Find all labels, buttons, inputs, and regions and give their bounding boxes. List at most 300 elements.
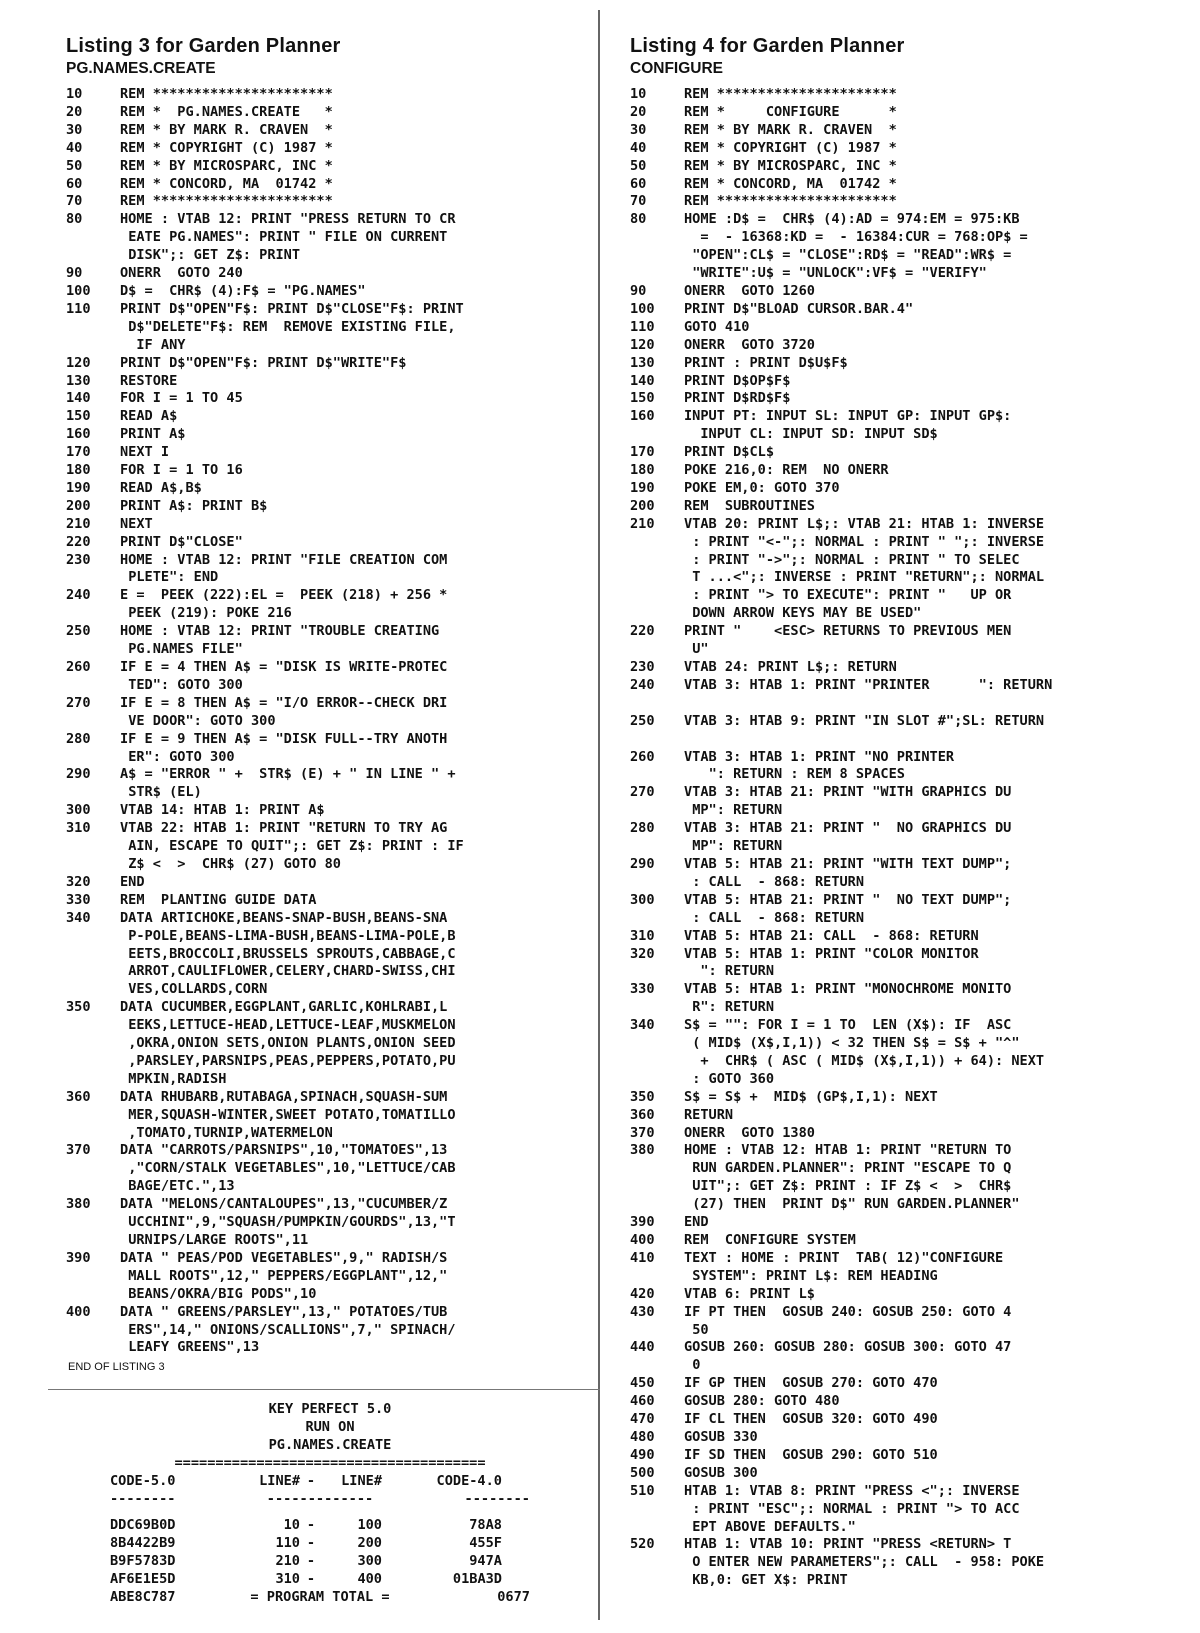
line-number: 250 xyxy=(630,712,655,729)
code-line xyxy=(630,713,1150,749)
code-line xyxy=(630,158,1150,176)
row-dash: - xyxy=(306,1571,316,1587)
code-line xyxy=(66,444,561,462)
line-code: VTAB 5: HTAB 21: PRINT " NO TEXT DUMP"; : CALL - 868: RETURN xyxy=(684,891,1012,926)
line-code: REM * BY MARK R. CRAVEN * xyxy=(120,121,333,138)
row-line-to: 300 xyxy=(357,1553,382,1569)
header-code5: CODE-5.0 xyxy=(110,1473,176,1489)
line-code: REM * CONCORD, MA 01742 * xyxy=(684,175,897,192)
line-code: PRINT " <ESC> RETURNS TO PREVIOUS MEN U" xyxy=(684,623,1012,658)
line-number: 30 xyxy=(66,121,83,138)
line-code: DATA RHUBARB,RUTABAGA,SPINACH,SQUASH-SUM MER,SQUASH-WINTER,SWEET POTATO,TOMATILLO ,TOMATO,TURNIP,WATERMELON xyxy=(120,1088,456,1141)
code-line xyxy=(630,784,1150,820)
line-code: REM SUBROUTINES xyxy=(684,497,815,514)
listing-3-title: Listing 3 for Garden Planner xyxy=(66,35,341,57)
line-code: DATA "MELONS/CANTALOUPES",13,"CUCUMBER/Z UCCHINI",9,"SQUASH/PUMPKIN/GOURDS",13,"T URNIPS/LARGE ROOTS",11 xyxy=(120,1196,456,1248)
row-code4: 947A xyxy=(469,1553,502,1569)
line-number: 320 xyxy=(630,945,655,962)
line-code: IF E = 8 THEN A$ = "I/O ERROR--CHECK DRI VE DOOR": GOTO 300 xyxy=(120,694,448,729)
key-perfect-row xyxy=(110,1570,550,1588)
line-number: 500 xyxy=(630,1464,655,1481)
code-line xyxy=(66,373,561,391)
line-number: 20 xyxy=(630,103,647,120)
line-code: VTAB 3: HTAB 1: PRINT "PRINTER ": RETURN xyxy=(684,676,1053,693)
header-dash: - xyxy=(306,1473,316,1489)
line-number: 290 xyxy=(630,855,655,872)
line-number: 210 xyxy=(630,515,655,532)
row-code5: AF6E1E5D xyxy=(110,1571,176,1587)
line-code: IF E = 9 THEN A$ = "DISK FULL--TRY ANOTH ER": GOTO 300 xyxy=(120,730,448,765)
code-line xyxy=(66,552,561,588)
code-line xyxy=(630,928,1150,946)
line-code: VTAB 24: PRINT L$;: RETURN xyxy=(684,659,897,675)
code-line xyxy=(66,122,561,140)
line-number: 110 xyxy=(630,318,655,335)
line-number: 510 xyxy=(630,1482,655,1499)
line-number: 330 xyxy=(630,981,655,998)
line-number: 360 xyxy=(66,1088,91,1105)
line-number: 380 xyxy=(630,1142,655,1159)
code-line xyxy=(630,516,1150,623)
line-number: 230 xyxy=(630,659,655,675)
line-code: END xyxy=(120,873,145,890)
line-code: REM ********************** xyxy=(120,193,333,210)
line-code: GOSUB 300 xyxy=(684,1464,758,1481)
line-number: 420 xyxy=(630,1285,655,1302)
code-line xyxy=(630,104,1150,122)
line-number: 10 xyxy=(66,86,83,102)
line-code: IF GP THEN GOSUB 270: GOTO 470 xyxy=(684,1375,938,1392)
line-number: 180 xyxy=(66,462,91,479)
code-line xyxy=(630,373,1150,391)
line-code: REM PLANTING GUIDE DATA xyxy=(120,891,317,908)
line-number: 300 xyxy=(630,891,655,908)
line-number: 370 xyxy=(66,1142,91,1159)
line-number: 390 xyxy=(66,1249,91,1266)
line-code: DATA " GREENS/PARSLEY",13," POTATOES/TUB ERS",14," ONIONS/SCALLIONS",7," SPINACH/ LEAFY GREENS",13 xyxy=(120,1303,456,1356)
line-number: 370 xyxy=(630,1124,655,1141)
line-number: 260 xyxy=(66,659,91,675)
line-number: 160 xyxy=(630,408,655,425)
line-code: PRINT A$: PRINT B$ xyxy=(120,497,268,514)
line-code: VTAB 5: HTAB 1: PRINT "COLOR MONITOR ": RETURN xyxy=(684,945,979,980)
line-code: RESTORE xyxy=(120,372,178,389)
line-code: GOSUB 280: GOTO 480 xyxy=(684,1393,840,1410)
code-line xyxy=(630,1142,1150,1214)
code-line xyxy=(630,480,1150,498)
line-code: E = PEEK (222):EL = PEEK (218) + 256 * PEEK (219): POKE 216 xyxy=(120,587,448,622)
header-code4: CODE-4.0 xyxy=(436,1473,502,1489)
line-number: 80 xyxy=(630,211,647,228)
code-line xyxy=(66,1089,561,1143)
line-number: 40 xyxy=(66,139,83,156)
line-number: 340 xyxy=(66,909,91,926)
code-line xyxy=(66,408,561,426)
line-code: GOSUB 330 xyxy=(684,1428,758,1445)
line-code: HTAB 1: VTAB 10: PRINT "PRESS <RETURN> T O ENTER NEW PARAMETERS";: CALL - 958: POKE KB,0: GET X$: PRINT xyxy=(684,1536,1045,1589)
dash-code4: -------- xyxy=(464,1491,530,1507)
code-line xyxy=(630,1375,1150,1393)
key-perfect-title: KEY PERFECT 5.0 xyxy=(268,1401,392,1417)
line-code: POKE EM,0: GOTO 370 xyxy=(684,479,840,496)
line-number: 390 xyxy=(630,1214,655,1231)
line-number: 10 xyxy=(630,86,647,102)
line-number: 330 xyxy=(66,891,91,908)
line-code: PRINT D$OP$F$ xyxy=(684,372,791,389)
code-line xyxy=(630,283,1150,301)
row-code4: 78A8 xyxy=(469,1517,502,1533)
end-of-listing-note: END OF LISTING 3 xyxy=(68,1361,165,1374)
code-line xyxy=(66,301,561,355)
line-number: 310 xyxy=(630,927,655,944)
row-line-from: 210 xyxy=(275,1553,300,1569)
code-line xyxy=(66,516,561,534)
line-number: 20 xyxy=(66,103,83,120)
key-perfect-row xyxy=(110,1552,550,1570)
code-line xyxy=(630,1483,1150,1537)
line-code: DATA ARTICHOKE,BEANS-SNAP-BUSH,BEANS-SNA P-POLE,BEANS-LIMA-BUSH,BEANS-LIMA-POLE,B EETS,BROCCOLI,BRUSSELS SPROUTS,CABBAGE,C ARROT,CAULIFLOWER,CELERY,CHARD-SWISS,CHI VES,COLLARDS,CORN xyxy=(120,909,456,998)
key-perfect-run-on: RUN ON xyxy=(305,1419,355,1435)
row-dash: - xyxy=(306,1517,316,1533)
code-line xyxy=(66,695,561,731)
line-code: REM ********************** xyxy=(120,86,333,102)
code-line xyxy=(66,140,561,158)
code-line xyxy=(66,766,561,802)
key-perfect-separator: ====================================== xyxy=(174,1455,486,1471)
line-code: GOTO 410 xyxy=(684,318,750,335)
row-line-from: 10 xyxy=(283,1517,300,1533)
line-number: 430 xyxy=(630,1303,655,1320)
code-line xyxy=(630,211,1150,283)
code-line xyxy=(630,677,1150,713)
code-line xyxy=(66,390,561,408)
code-line xyxy=(630,319,1150,337)
code-line xyxy=(66,534,561,552)
code-line xyxy=(630,659,1150,677)
line-number: 240 xyxy=(66,587,91,604)
total-code4: 0677 xyxy=(497,1589,530,1605)
line-code: END xyxy=(684,1214,709,1231)
line-code: VTAB 14: HTAB 1: PRINT A$ xyxy=(120,802,325,819)
key-perfect-row xyxy=(110,1534,550,1552)
line-code: ONERR GOTO 1380 xyxy=(684,1124,815,1141)
line-number: 170 xyxy=(630,444,655,461)
line-number: 160 xyxy=(66,426,91,443)
line-code: NEXT I xyxy=(120,444,170,461)
line-number: 210 xyxy=(66,515,91,532)
code-line xyxy=(66,480,561,498)
line-number: 270 xyxy=(66,694,91,711)
line-code: HOME : VTAB 12: HTAB 1: PRINT "RETURN TO RUN GARDEN.PLANNER": PRINT "ESCAPE TO Q UIT";: GET Z$: PRINT : IF Z$ < > CHR$ (27) THEN PRINT D$" RUN GARDEN.PLANNER" xyxy=(684,1142,1020,1213)
code-line xyxy=(630,140,1150,158)
row-code4: 455F xyxy=(469,1535,502,1551)
line-number: 280 xyxy=(630,820,655,837)
listing-4-subtitle: CONFIGURE xyxy=(630,60,723,77)
row-line-from: 110 xyxy=(275,1535,300,1551)
code-line xyxy=(630,355,1150,373)
line-code: IF E = 4 THEN A$ = "DISK IS WRITE-PROTEC TED": GOTO 300 xyxy=(120,659,448,693)
line-code: POKE 216,0: REM NO ONERR xyxy=(684,462,889,479)
section-rule xyxy=(48,1389,600,1390)
code-line xyxy=(630,462,1150,480)
line-code: READ A$,B$ xyxy=(120,479,202,496)
line-number: 140 xyxy=(66,390,91,407)
line-number: 320 xyxy=(66,873,91,890)
code-line xyxy=(630,1411,1150,1429)
code-line xyxy=(66,86,561,104)
line-code: VTAB 3: HTAB 21: PRINT " NO GRAPHICS DU MP": RETURN xyxy=(684,820,1012,855)
line-code: FOR I = 1 TO 45 xyxy=(120,390,243,407)
code-line xyxy=(630,623,1150,659)
line-code: REM * PG.NAMES.CREATE * xyxy=(120,103,333,120)
line-code: PRINT D$"OPEN"F$: PRINT D$"CLOSE"F$: PRINT D$"DELETE"F$: REM REMOVE EXISTING FILE, IF ANY xyxy=(120,300,464,353)
line-code: REM CONFIGURE SYSTEM xyxy=(684,1232,856,1248)
line-code: REM * BY MICROSPARC, INC * xyxy=(684,157,897,174)
line-number: 290 xyxy=(66,766,91,783)
code-line xyxy=(66,874,561,892)
line-number: 410 xyxy=(630,1249,655,1266)
line-code: IF CL THEN GOSUB 320: GOTO 490 xyxy=(684,1411,938,1428)
line-code: FOR I = 1 TO 16 xyxy=(120,462,243,479)
line-number: 80 xyxy=(66,211,83,228)
code-line xyxy=(66,892,561,910)
code-line xyxy=(630,749,1150,785)
code-line xyxy=(66,355,561,373)
line-number: 120 xyxy=(630,336,655,353)
code-line xyxy=(630,337,1150,355)
code-line xyxy=(630,1286,1150,1304)
line-code: READ A$ xyxy=(120,408,178,425)
line-code: VTAB 5: HTAB 1: PRINT "MONOCHROME MONITO R": RETURN xyxy=(684,981,1012,1016)
line-code: VTAB 3: HTAB 1: PRINT "NO PRINTER ": RETURN : REM 8 SPACES xyxy=(684,748,955,783)
line-number: 100 xyxy=(630,300,655,317)
code-line xyxy=(630,1304,1150,1340)
row-code5: B9F5783D xyxy=(110,1553,176,1569)
line-code: S$ = S$ + MID$ (GP$,I,1): NEXT xyxy=(684,1088,938,1105)
code-line xyxy=(630,444,1150,462)
code-line xyxy=(630,1465,1150,1483)
code-line xyxy=(630,1125,1150,1143)
code-line xyxy=(66,498,561,516)
line-code: REM * BY MARK R. CRAVEN * xyxy=(684,121,897,138)
line-code: DATA "CARROTS/PARSNIPS",10,"TOMATOES",13 ,"CORN/STALK VEGETABLES",10,"LETTUCE/CAB BAGE/ETC.",13 xyxy=(120,1142,456,1195)
line-code: ONERR GOTO 1260 xyxy=(684,282,815,299)
line-number: 240 xyxy=(630,676,655,693)
line-code: IF PT THEN GOSUB 240: GOSUB 250: GOTO 4 50 xyxy=(684,1303,1012,1338)
line-code: VTAB 6: PRINT L$ xyxy=(684,1285,815,1302)
line-code: ONERR GOTO 3720 xyxy=(684,336,815,353)
line-number: 60 xyxy=(66,175,83,192)
line-number: 250 xyxy=(66,623,91,640)
line-code: PRINT : PRINT D$U$F$ xyxy=(684,354,848,371)
listing-3-subtitle: PG.NAMES.CREATE xyxy=(66,60,216,77)
code-line xyxy=(66,999,561,1089)
line-number: 60 xyxy=(630,175,647,192)
key-perfect-total xyxy=(110,1588,550,1606)
line-code: PRINT A$ xyxy=(120,426,186,443)
code-line xyxy=(630,1250,1150,1286)
line-number: 400 xyxy=(630,1232,655,1248)
line-code: REM * BY MICROSPARC, INC * xyxy=(120,157,333,174)
code-line xyxy=(630,820,1150,856)
line-number: 70 xyxy=(66,193,83,210)
line-code: VTAB 5: HTAB 21: CALL - 868: RETURN xyxy=(684,927,979,944)
line-code: NEXT xyxy=(120,515,153,532)
line-number: 220 xyxy=(630,623,655,640)
line-number: 230 xyxy=(66,551,91,568)
header-line-from: LINE# xyxy=(259,1473,300,1489)
row-line-to: 200 xyxy=(357,1535,382,1551)
line-number: 200 xyxy=(630,497,655,514)
header-line-to: LINE# xyxy=(341,1473,382,1489)
line-number: 350 xyxy=(630,1088,655,1105)
code-line xyxy=(630,1214,1150,1232)
row-code4: 01BA3D xyxy=(452,1571,502,1587)
code-line xyxy=(630,946,1150,982)
row-code5: DDC69B0D xyxy=(110,1517,176,1533)
code-line xyxy=(66,1142,561,1196)
line-number: 30 xyxy=(630,121,647,138)
code-line xyxy=(630,86,1150,104)
line-number: 150 xyxy=(630,390,655,407)
line-code: VTAB 5: HTAB 21: PRINT "WITH TEXT DUMP"; : CALL - 868: RETURN xyxy=(684,855,1012,890)
line-code: REM * COPYRIGHT (C) 1987 * xyxy=(120,139,333,156)
line-number: 190 xyxy=(630,479,655,496)
code-line xyxy=(66,462,561,480)
line-number: 90 xyxy=(66,265,83,282)
line-number: 40 xyxy=(630,139,647,156)
line-number: 170 xyxy=(66,444,91,461)
code-line xyxy=(630,122,1150,140)
key-perfect-row xyxy=(110,1516,550,1534)
line-code: PRINT D$RD$F$ xyxy=(684,390,791,407)
line-code: IF SD THEN GOSUB 290: GOTO 510 xyxy=(684,1446,938,1463)
column-divider xyxy=(598,10,600,1620)
line-code: RETURN xyxy=(684,1106,734,1123)
row-line-from: 310 xyxy=(275,1571,300,1587)
line-code: HOME : VTAB 12: PRINT "TROUBLE CREATING PG.NAMES FILE" xyxy=(120,623,440,658)
code-line xyxy=(630,301,1150,319)
line-number: 190 xyxy=(66,479,91,496)
line-number: 150 xyxy=(66,408,91,425)
code-line xyxy=(630,193,1150,211)
line-code: PRINT D$"BLOAD CURSOR.BAR.4" xyxy=(684,300,914,317)
line-number: 310 xyxy=(66,820,91,837)
code-line xyxy=(630,1447,1150,1465)
line-number: 490 xyxy=(630,1446,655,1463)
code-line xyxy=(66,623,561,659)
line-code: A$ = "ERROR " + STR$ (E) + " IN LINE " + STR$ (EL) xyxy=(120,766,456,801)
line-number: 280 xyxy=(66,730,91,747)
line-code: INPUT PT: INPUT SL: INPUT GP: INPUT GP$: INPUT CL: INPUT SD: INPUT SD$ xyxy=(684,408,1012,443)
line-number: 220 xyxy=(66,533,91,550)
code-line xyxy=(630,1393,1150,1411)
code-line xyxy=(630,1536,1150,1590)
line-number: 260 xyxy=(630,748,655,765)
code-line xyxy=(66,211,561,265)
line-number: 90 xyxy=(630,282,647,299)
line-code: HOME :D$ = CHR$ (4):AD = 974:EM = 975:KB = - 16368:KD = - 16384:CUR = 768:OP$ = "OPEN":CL$ = "CLOSE":RD$ = "READ":WR$ = "WRITE":U$ = "UNLOCK":VF$ = "VERIFY" xyxy=(684,211,1028,282)
code-line xyxy=(66,820,561,874)
code-line xyxy=(630,390,1150,408)
line-code: PRINT D$"CLOSE" xyxy=(120,533,243,550)
total-code5: ABE8C787 xyxy=(110,1589,176,1605)
dash-lines: ------------- xyxy=(266,1491,374,1507)
line-code: HOME : VTAB 12: PRINT "PRESS RETURN TO CR EATE PG.NAMES": PRINT " FILE ON CURRENT DISK";: GET Z$: PRINT xyxy=(120,211,456,264)
key-perfect-header xyxy=(110,1472,550,1490)
line-code: VTAB 20: PRINT L$;: VTAB 21: HTAB 1: INVERSE : PRINT "<-";: NORMAL : PRINT " ";: INVERSE : PRINT "->";: NORMAL : PRINT " TO SELEC T ...<";: INVERSE : PRINT "RETURN";: NORMAL : PRINT "> TO EXECUTE": PRINT " UP OR DOWN ARROW KEYS MAY BE USED" xyxy=(684,515,1045,622)
code-line xyxy=(66,193,561,211)
code-line xyxy=(630,856,1150,892)
line-code: VTAB 3: HTAB 9: PRINT "IN SLOT #";SL: RETURN xyxy=(684,712,1045,729)
line-number: 180 xyxy=(630,462,655,479)
listing-4-code xyxy=(630,86,1150,1590)
code-line xyxy=(66,910,561,1000)
line-number: 110 xyxy=(66,300,91,317)
code-line xyxy=(66,283,561,301)
line-code: DATA CUCUMBER,EGGPLANT,GARLIC,KOHLRABI,L EEKS,LETTUCE-HEAD,LETTUCE-LEAF,MUSKMELON ,OKRA,ONION SETS,ONION PLANTS,ONION SEED ,PARSLEY,PARSNIPS,PEAS,PEPPERS,POTATO,PU MPKIN,RADISH xyxy=(120,999,456,1087)
code-line xyxy=(630,498,1150,516)
line-number: 440 xyxy=(630,1339,655,1356)
code-line xyxy=(66,265,561,283)
line-code: VTAB 3: HTAB 21: PRINT "WITH GRAPHICS DU MP": RETURN xyxy=(684,784,1012,819)
row-code5: 8B4422B9 xyxy=(110,1535,176,1551)
line-code: PRINT D$"OPEN"F$: PRINT D$"WRITE"F$ xyxy=(120,354,407,371)
line-number: 100 xyxy=(66,282,91,299)
code-line xyxy=(630,408,1150,444)
row-dash: - xyxy=(306,1535,316,1551)
row-dash: - xyxy=(306,1553,316,1569)
code-line xyxy=(630,981,1150,1017)
code-line xyxy=(66,659,561,695)
code-line xyxy=(630,1339,1150,1375)
code-line xyxy=(630,1089,1150,1107)
line-number: 360 xyxy=(630,1106,655,1123)
line-code: REM ********************** xyxy=(684,86,897,102)
code-line xyxy=(66,802,561,820)
line-number: 380 xyxy=(66,1196,91,1213)
line-number: 200 xyxy=(66,497,91,514)
code-line xyxy=(630,1429,1150,1447)
code-line xyxy=(66,104,561,122)
dash-code5: -------- xyxy=(110,1491,176,1507)
line-number: 470 xyxy=(630,1411,655,1428)
line-number: 70 xyxy=(630,193,647,210)
code-line xyxy=(66,587,561,623)
code-line xyxy=(630,1232,1150,1250)
key-perfect-program: PG.NAMES.CREATE xyxy=(268,1437,392,1453)
line-number: 270 xyxy=(630,784,655,801)
code-line xyxy=(66,426,561,444)
line-number: 340 xyxy=(630,1017,655,1034)
row-line-to: 400 xyxy=(357,1571,382,1587)
code-line xyxy=(66,1304,561,1358)
line-number: 400 xyxy=(66,1303,91,1320)
line-number: 50 xyxy=(66,157,83,174)
line-number: 450 xyxy=(630,1375,655,1392)
line-number: 140 xyxy=(630,372,655,389)
code-line xyxy=(66,158,561,176)
code-line xyxy=(630,892,1150,928)
line-code: REM * CONFIGURE * xyxy=(684,103,897,120)
code-line xyxy=(630,1107,1150,1125)
total-label: = PROGRAM TOTAL = xyxy=(250,1589,390,1605)
line-code: TEXT : HOME : PRINT TAB( 12)"CONFIGURE SYSTEM": PRINT L$: REM HEADING xyxy=(684,1249,1004,1284)
line-code: D$ = CHR$ (4):F$ = "PG.NAMES" xyxy=(120,282,366,299)
code-line xyxy=(630,1017,1150,1089)
line-code: HOME : VTAB 12: PRINT "FILE CREATION COM PLETE": END xyxy=(120,551,448,586)
listing-4-column xyxy=(630,35,1150,1590)
